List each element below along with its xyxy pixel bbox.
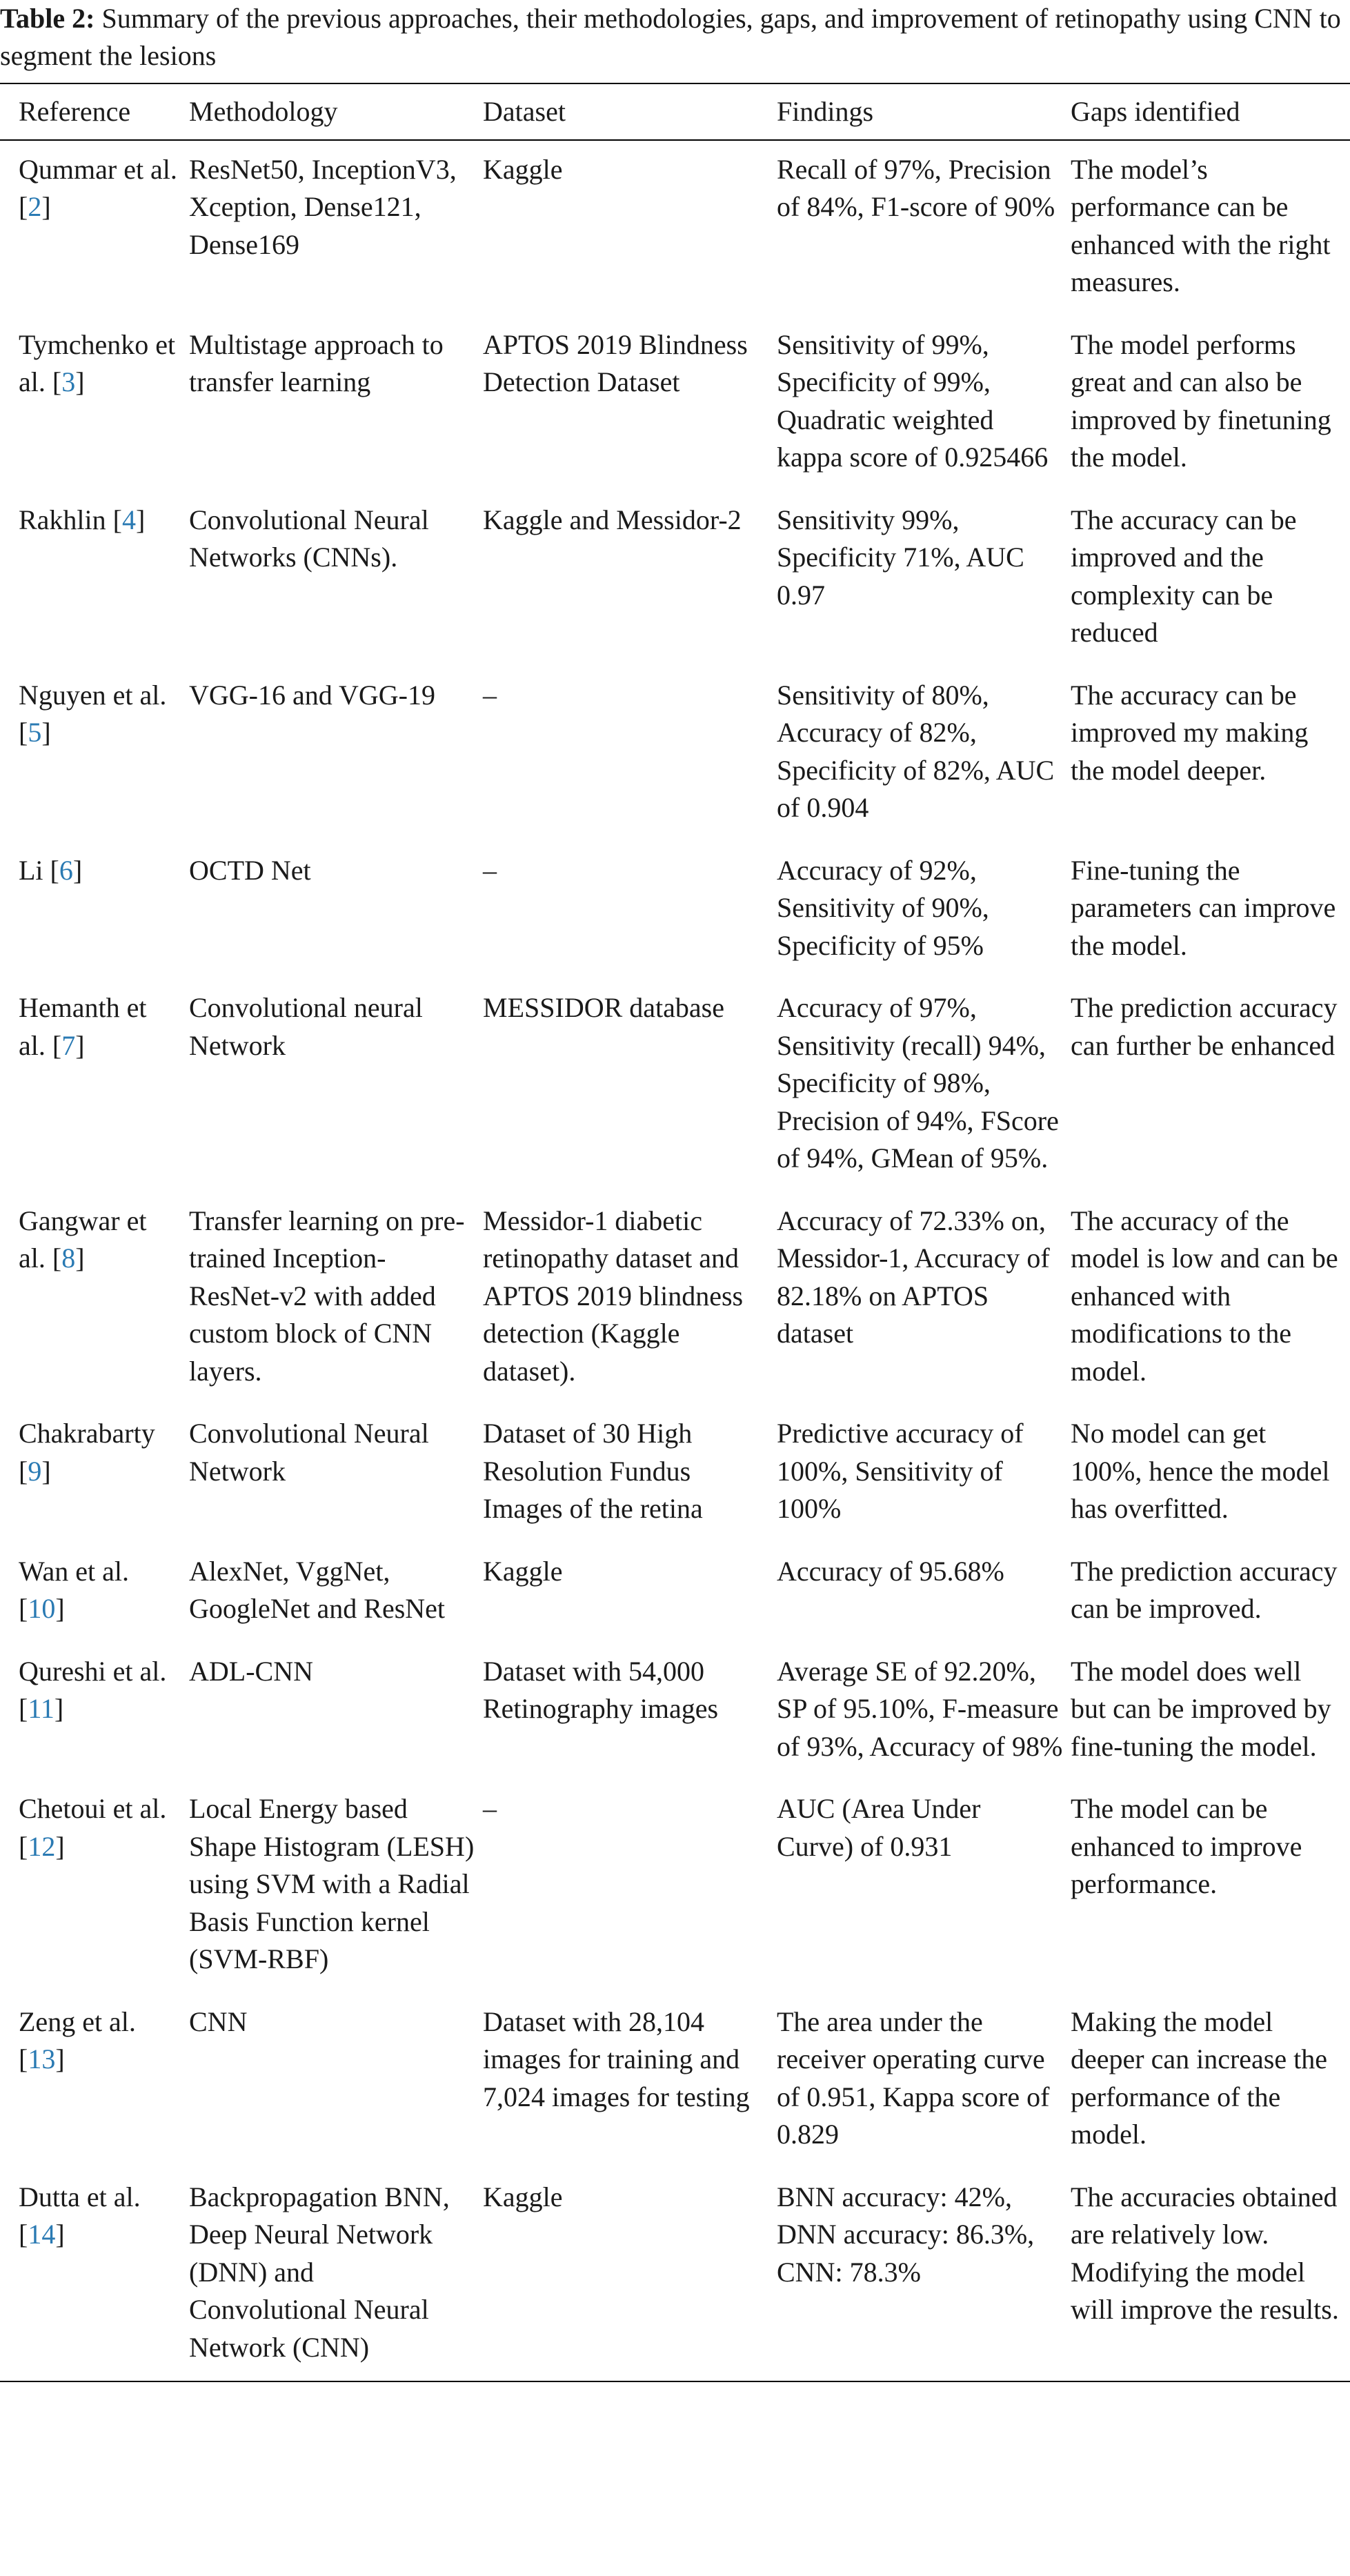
methodology-cell: ResNet50, InceptionV3, Xception, Dense121, Dense169 [189, 153, 457, 260]
gaps-cell: The prediction accuracy can further be enhanced [1071, 992, 1338, 1061]
methodology-cell: OCTD Net [189, 854, 311, 886]
reference-cell: Dutta et al. [14] [19, 2181, 141, 2250]
header-findings: Findings [777, 96, 874, 127]
reference-name: Wan et al. [19, 1555, 130, 1587]
header-reference: Reference [19, 96, 131, 127]
findings-cell: Accuracy of 95.68% [777, 1555, 1004, 1587]
citation-link[interactable]: 11 [28, 1693, 54, 1724]
reference-cell: Zeng et al. [13] [19, 2005, 136, 2074]
methodology-cell: Convolutional neural Network [189, 992, 423, 1061]
gaps-cell: The accuracies obtained are relatively low. Modifying the model will improve the results. [1071, 2181, 1339, 2325]
dataset-cell: Kaggle [483, 153, 563, 185]
table-row [0, 1643, 1350, 1781]
methodology-cell: CNN [189, 2005, 248, 2037]
table-row [0, 140, 1350, 316]
gaps-cell: The model does well but can be improved by fine-tuning the model. [1071, 1655, 1331, 1762]
dataset-cell: Dataset with 54,000 Retinography images [483, 1655, 719, 1724]
findings-cell: Sensitivity 99%, Specificity 71%, AUC 0.97 [777, 504, 1024, 611]
findings-cell: Predictive accuracy of 100%, Sensitivity of 100% [777, 1418, 1024, 1524]
gaps-cell: The model performs great and can also be improved by finetuning the model. [1071, 328, 1331, 473]
reference-cell: Qureshi et al. [11] [19, 1655, 167, 1724]
reference-name: Dutta et al. [19, 2181, 141, 2212]
table-caption-text: Summary of the previous approaches, their methodologies, gaps, and improvement of retinopathy using CNN to segment the lesions [0, 3, 1341, 71]
methodology-cell: Backpropagation BNN, Deep Neural Network (DNN) and Convolutional Neural Network (CNN) [189, 2181, 450, 2363]
methodology-cell: Convolutional Neural Networks (CNNs). [189, 504, 429, 573]
reference-cell: Gangwar et al. [8] [19, 1205, 147, 1274]
methodology-cell: Transfer learning on pre-trained Inception-ResNet-v2 with added custom block of CNN layers. [189, 1205, 465, 1387]
methodology-cell: Multistage approach to transfer learning [189, 328, 444, 397]
findings-cell: Accuracy of 92%, Sensitivity of 90%, Specificity of 95% [777, 854, 989, 961]
table-row [0, 979, 1350, 1192]
dataset-cell: Kaggle [483, 1555, 563, 1587]
table-row [0, 1993, 1350, 2168]
methodology-cell: AlexNet, VggNet, GoogleNet and ResNet [189, 1555, 446, 1624]
methodology-cell: VGG-16 and VGG-19 [189, 679, 435, 711]
table-caption [0, 0, 1350, 75]
dataset-cell: – [483, 679, 497, 711]
dataset-cell: Dataset with 28,104 images for training and 7,024 images for testing [483, 2005, 750, 2112]
table-body [0, 140, 1350, 2382]
citation-link[interactable]: 2 [28, 191, 42, 222]
table-row [0, 1543, 1350, 1643]
findings-cell: Accuracy of 97%, Sensitivity (recall) 94%, Specificity of 98%, Precision of 94%, FScore of 94%, GMean of 95%. [777, 992, 1059, 1173]
reference-name: Gangwar et al. [19, 1205, 147, 1274]
table-row [0, 491, 1350, 666]
findings-cell: AUC (Area Under Curve) of 0.931 [777, 1793, 981, 1862]
reference-name: Qureshi et al. [19, 1655, 167, 1687]
reference-name: Rakhlin [19, 504, 106, 535]
findings-cell: The area under the receiver operating curve of 0.951, Kappa score of 0.829 [777, 2005, 1050, 2150]
dataset-cell: Messidor-1 diabetic retinopathy dataset and APTOS 2019 blindness detection (Kaggle dataset). [483, 1205, 744, 1387]
citation-link[interactable]: 9 [28, 1455, 42, 1487]
gaps-cell: The accuracy can be improved and the complexity can be reduced [1071, 504, 1297, 648]
findings-cell: BNN accuracy: 42%, DNN accuracy: 86.3%, CNN: 78.3% [777, 2181, 1035, 2288]
reference-name: Chakrabarty [19, 1418, 155, 1449]
findings-cell: Accuracy of 72.33% on, Messidor-1, Accuracy of 82.18% on APTOS dataset [777, 1205, 1050, 1349]
table-row [0, 2168, 1350, 2382]
citation-link[interactable]: 8 [61, 1242, 76, 1274]
table-row [0, 316, 1350, 491]
gaps-cell: Making the model deeper can increase the performance of the model. [1071, 2005, 1327, 2150]
citation-link[interactable]: 7 [61, 1029, 76, 1061]
reference-name: Nguyen et al. [19, 679, 167, 711]
dataset-cell: – [483, 1793, 497, 1824]
header-methodology: Methodology [189, 96, 338, 127]
table-row [0, 842, 1350, 980]
reference-name: Tymchenko et al. [19, 328, 176, 397]
gaps-cell: No model can get 100%, hence the model has overfitted. [1071, 1418, 1330, 1524]
dataset-cell: MESSIDOR database [483, 992, 724, 1023]
gaps-cell: Fine-tuning the parameters can improve the model. [1071, 854, 1336, 961]
reference-cell: Qummar et al. [2] [19, 153, 177, 222]
dataset-cell: APTOS 2019 Blindness Detection Dataset [483, 328, 748, 397]
reference-cell: Rakhlin [4] [19, 504, 146, 535]
dataset-cell: Kaggle and Messidor-2 [483, 504, 742, 535]
citation-link[interactable]: 6 [59, 854, 73, 886]
reference-name: Qummar et al. [19, 153, 177, 185]
reference-cell: Hemanth et al. [7] [19, 992, 147, 1061]
gaps-cell: The accuracy of the model is low and can be enhanced with modifications to the model. [1071, 1205, 1338, 1387]
table-row [0, 1405, 1350, 1543]
gaps-cell: The model’s performance can be enhanced with the right measures. [1071, 153, 1331, 297]
table-row [0, 1192, 1350, 1405]
citation-link[interactable]: 14 [28, 2219, 56, 2250]
header-gaps: Gaps identified [1071, 96, 1240, 127]
gaps-cell: The model can be enhanced to improve performance. [1071, 1793, 1302, 1899]
citation-link[interactable]: 5 [28, 717, 42, 748]
gaps-cell: The accuracy can be improved my making the model deeper. [1071, 679, 1309, 786]
header-dataset: Dataset [483, 96, 566, 127]
methodology-cell: Local Energy based Shape Histogram (LESH) using SVM with a Radial Basis Function kernel (SVM-RBF) [189, 1793, 475, 1974]
citation-link[interactable]: 3 [61, 366, 76, 397]
methodology-cell: Convolutional Neural Network [189, 1418, 429, 1487]
citation-link[interactable]: 12 [28, 1830, 56, 1862]
findings-cell: Average SE of 92.20%, SP of 95.10%, F-measure of 93%, Accuracy of 98% [777, 1655, 1063, 1762]
table-label: Table 2: [0, 3, 95, 34]
citation-link[interactable]: 13 [28, 2043, 56, 2074]
summary-table [0, 83, 1350, 2382]
dataset-cell: Kaggle [483, 2181, 563, 2212]
findings-cell: Sensitivity of 99%, Specificity of 99%, Quadratic weighted kappa score of 0.925466 [777, 328, 1049, 473]
dataset-cell: Dataset of 30 High Resolution Fundus Images of the retina [483, 1418, 703, 1524]
table-row [0, 666, 1350, 842]
table-header-row [0, 83, 1350, 140]
reference-name: Zeng et al. [19, 2005, 136, 2037]
reference-name: Li [19, 854, 43, 886]
reference-cell: Li [6] [19, 854, 83, 886]
gaps-cell: The prediction accuracy can be improved. [1071, 1555, 1338, 1624]
table-row [0, 1780, 1350, 1993]
reference-name: Hemanth et al. [19, 992, 147, 1061]
citation-link[interactable]: 10 [28, 1593, 56, 1624]
dataset-cell: – [483, 854, 497, 886]
citation-link[interactable]: 4 [122, 504, 136, 535]
findings-cell: Recall of 97%, Precision of 84%, F1-score of 90% [777, 153, 1055, 222]
reference-name: Chetoui et al. [19, 1793, 167, 1824]
reference-cell: Wan et al. [10] [19, 1555, 130, 1624]
reference-cell: Chetoui et al. [12] [19, 1793, 167, 1862]
reference-cell: Tymchenko et al. [3] [19, 328, 176, 397]
methodology-cell: ADL-CNN [189, 1655, 313, 1687]
reference-cell: Nguyen et al. [5] [19, 679, 167, 748]
findings-cell: Sensitivity of 80%, Accuracy of 82%, Specificity of 82%, AUC of 0.904 [777, 679, 1055, 823]
reference-cell: Chakrabarty [9] [19, 1418, 155, 1487]
